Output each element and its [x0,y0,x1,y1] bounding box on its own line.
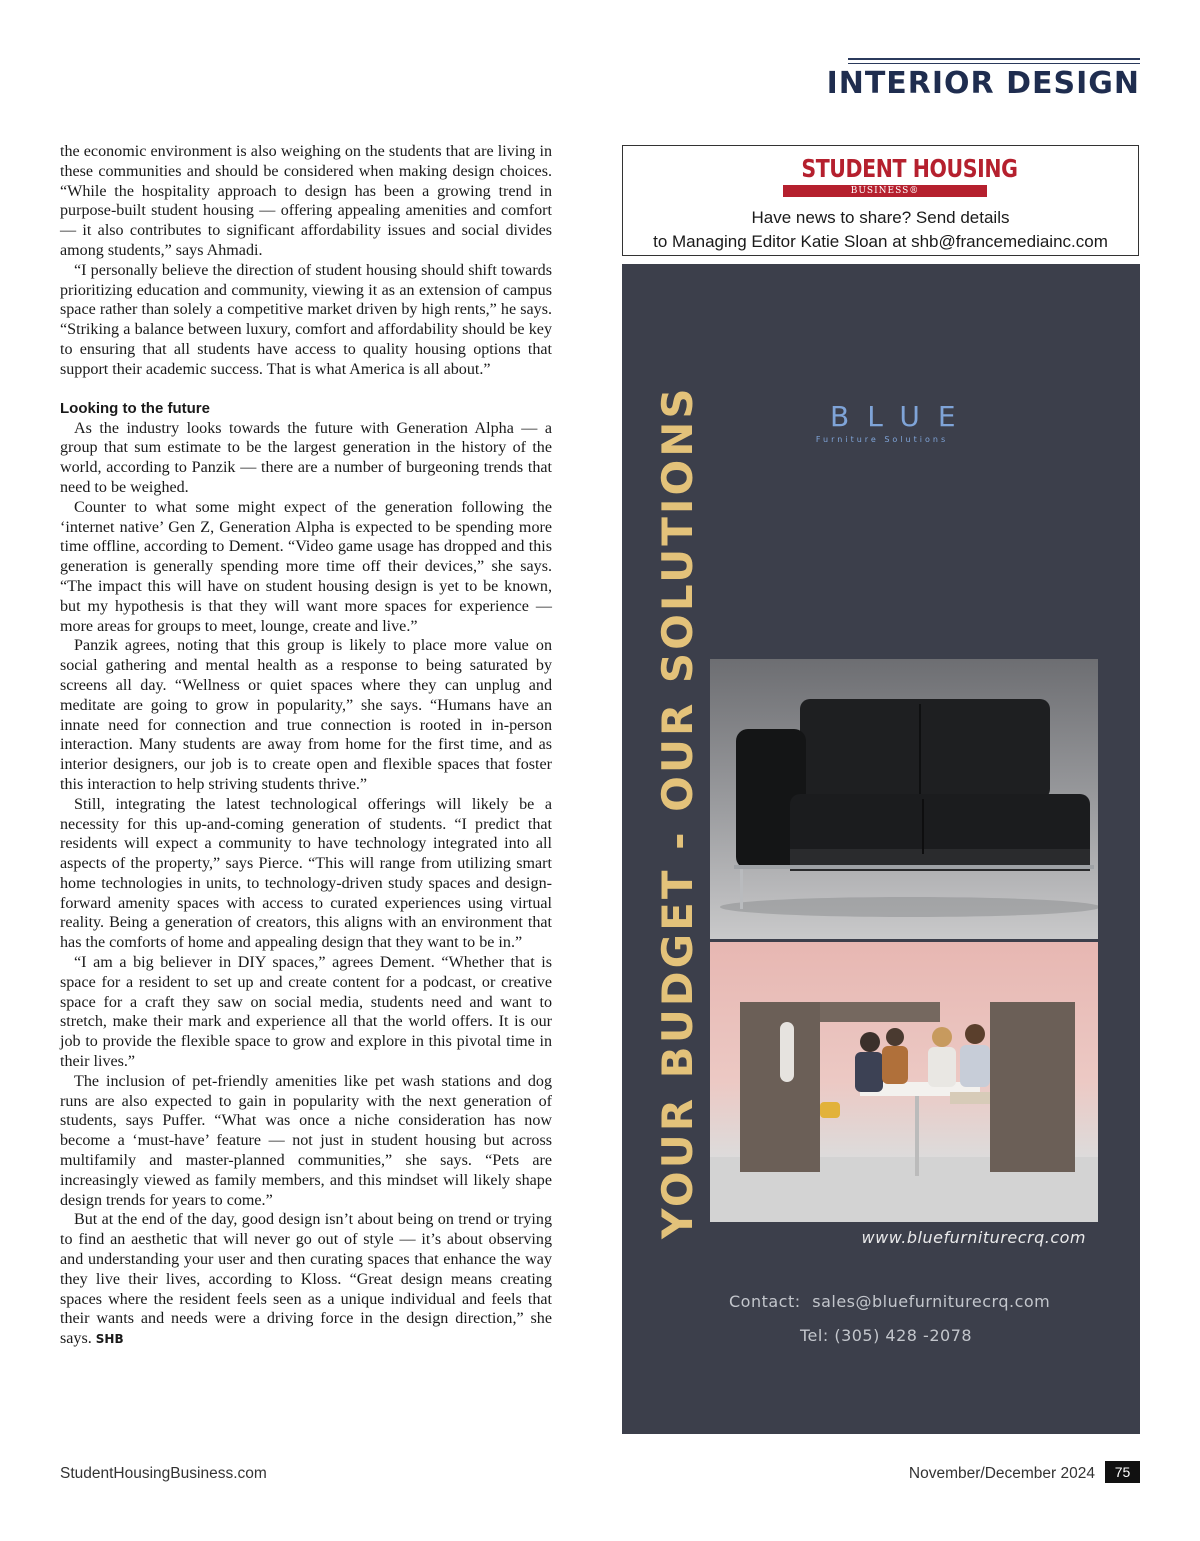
article-paragraph: the economic environment is also weighing on the students that are living in these communities and should be considered when making design choices. “While the hospitality approach to design has been a growing trend in purpose-built student housing — offering appealing amenities and comfort — it also contributes to significant affordability issues and social divides among students,” says Ahmadi. [60,143,552,259]
ad-brand-logo [812,400,974,444]
news-submission-box [622,145,1139,256]
ad-brand-name: BLUE [830,400,974,433]
ad-website-link[interactable]: www.bluefurniturecrq.com [861,1228,1086,1247]
article-last-paragraph [60,1210,552,1350]
ad-telephone: Tel: (305) 428 -2078 [800,1326,973,1345]
booth-photo [710,942,1098,1222]
booth-illustration [710,942,1098,1222]
news-line-2: to Managing Editor Katie Sloan at shb@francemediainc.com [653,232,1108,251]
logo-sub-text: BUSINESS® [783,185,987,197]
article-paragraph: Still, integrating the latest technological offerings will likely be a necessity for this up-and-coming generation of students. “I predict that residents will expect a community to have technology integrated into all aspects of the property,” says Pierce. “This will range from utilizing smart home technologies in units, to technology-driven study spaces and design-forward amenity spaces with access to curated experiences using virtual reality. Being a generation of creators, this aligns with an environment that has the comforts of home and appealing design that they want to be in.” [60,795,552,952]
news-line-1: Have news to share? Send details [751,208,1010,227]
article-paragraph: Panzik agrees, noting that this group is likely to place more value on social gathering and mental health as a response to being saturated by screens all day. “Wellness or quiet spaces where they can unplug and meditate are going to grow in popularity,” she says. “Humans have an innate need for connection and true connection is rooted in in-person interaction. Many students are away from home for the first time, and as interior designers, our job is to create open and flexible spaces that foster this interaction to help striving students thrive.” [60,637,552,793]
article-column [60,142,552,1350]
article-subheading: Looking to the future [60,399,210,417]
ad-contact-line [729,1292,1056,1311]
article-paragraph: “I personally believe the direction of student housing should shift towards prioritizing education and community, viewing it as an extension of campus space rather than solely a competitive market driven by high rents,” he says. “Striking a balance between luxury, comfort and affordability should be key to ensuring that all students have access to quality housing options that support their academic success. That is what America is all about.” [60,261,552,378]
section-title: INTERIOR DESIGN [826,66,1140,101]
page-number: 75 [1105,1461,1140,1483]
ad-brand-tagline: Furniture Solutions [815,435,949,444]
end-mark: SHB [95,1332,124,1347]
sofa-photo [710,659,1098,939]
article-paragraph: Counter to what some might expect of the generation following the ‘internet native’ Gen Z, Generation Alpha is expected to be spending more time offline, according to Dement. “Video game usage has dropped and this generation is generally spending more time off their devices,” she says. “The impact this will have on student housing design is yet to be known, but my hypothesis is that they will want more spaces for experience — more areas for groups to meet, lounge, create and live.” [60,498,552,635]
article-paragraph: As the industry looks towards the future with Generation Alpha — a group that sum estimate to be the largest generation in the history of the world, according to Panzik — there are a number of burgeoning trends that need to be weighed. [60,419,552,496]
article-paragraph: “I am a big believer in DIY spaces,” agrees Dement. “Whether that is space for a resident to set up and create content for a podcast, or creative space for a craft they saw on social media, students need and want to stretch, make their mark and experience all that the world offers. It is our job to provide the flexible space to grow and explore in this pivotal time in their lives.” [60,954,552,1071]
blue-furniture-advertisement [622,264,1140,1434]
header-rule-thin [848,63,1140,64]
ad-slogan: YOUR BUDGET - OUR SOLUTIONS [653,385,702,1239]
last-paragraph-text: But at the end of the day, good design isn’t about being on trend or trying to find an aesthetic that will never go out of style — it’s about observing and understanding your user and then curating spaces that enhance the way they live their lives, according to Kloss. “Great design means creating spaces where the resident feels seen as a unique individual and feels that their wants and needs were a driving force in the design direction,” she says. [60,1211,552,1348]
sofa-illustration [710,659,1098,939]
ad-contact-email[interactable]: sales@bluefurniturecrq.com [812,1292,1051,1311]
footer-issue-date: November/December 2024 [908,1465,1095,1482]
article-paragraph: The inclusion of pet-friendly amenities like pet wash stations and dog runs are also expected to gain in popularity with the next generation of students, says Puffer. “What was once a niche consideration has now become a ‘must-have’ feature — not just in student housing but across multifamily and master-planned communities,” she says. “Pets are increasingly viewed as family members, and this mindset will likely shape design trends for years to come.” [60,1072,552,1209]
header-rule [848,58,1140,60]
ad-contact-label: Contact: [729,1292,801,1311]
logo-main-text: STUDENT HOUSING [801,154,1018,183]
student-housing-business-logo [783,154,1018,197]
footer-website: StudentHousingBusiness.com [60,1465,267,1482]
